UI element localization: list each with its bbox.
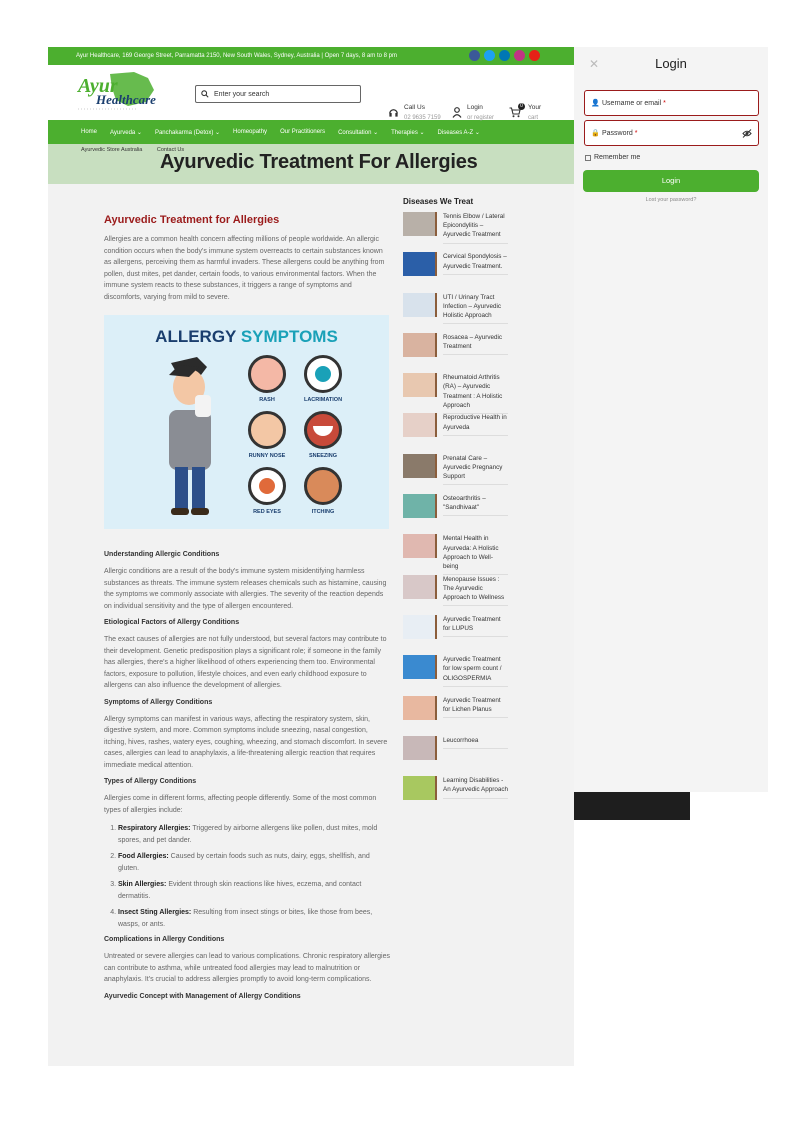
heading-symptoms: Symptoms of Allergy Conditions bbox=[104, 698, 213, 706]
user-icon bbox=[452, 107, 462, 118]
sneezing-person-illustration bbox=[149, 355, 229, 520]
lost-password-link[interactable]: Lost your password? bbox=[645, 197, 697, 203]
list-item bbox=[118, 823, 390, 846]
checkbox[interactable] bbox=[585, 155, 591, 161]
disease-thumbnail[interactable] bbox=[403, 696, 437, 720]
disease-thumbnail[interactable] bbox=[403, 454, 437, 478]
allergy-symptoms-image bbox=[104, 315, 389, 529]
type-name: Food Allergies: bbox=[118, 853, 169, 860]
type-name: Skin Allergies: bbox=[118, 881, 167, 888]
required-marker: * bbox=[634, 129, 638, 137]
youtube-icon[interactable] bbox=[529, 50, 540, 61]
chevron-down-icon: ⌄ bbox=[213, 129, 221, 136]
disease-link[interactable]: Tennis Elbow / Lateral Epicondylitis – Ayurvedic Treatment bbox=[443, 212, 508, 244]
disease-link[interactable]: Menopause Issues : The Ayurvedic Approach to Wellness bbox=[443, 575, 508, 607]
phone-number: 02 9635 7159 bbox=[404, 115, 441, 121]
remember-me-label: Remember me bbox=[594, 154, 641, 161]
search-placeholder: Enter your search bbox=[214, 90, 270, 98]
disease-thumbnail[interactable] bbox=[403, 293, 437, 317]
disease-thumbnail[interactable] bbox=[403, 615, 437, 639]
disease-link[interactable]: Rheumatoid Arthritis (RA) – Ayurvedic Treatment : A Holistic Approach bbox=[443, 373, 508, 414]
disease-item[interactable] bbox=[403, 655, 563, 695]
nav-item[interactable]: Panchakarma (Detox) ⌄ bbox=[154, 129, 221, 136]
list-item bbox=[118, 907, 390, 930]
chevron-down-icon: ⌄ bbox=[371, 129, 379, 136]
runny-nose-symptom-icon bbox=[248, 411, 286, 449]
nav-item[interactable]: Home bbox=[81, 129, 98, 135]
linkedin-icon[interactable] bbox=[499, 50, 510, 61]
login-link: Login bbox=[467, 104, 483, 111]
disease-thumbnail[interactable] bbox=[403, 494, 437, 518]
nav-item[interactable]: Our Practitioners bbox=[280, 129, 326, 135]
type-description: Triggered by airborne allergens like pollen, dust mites, mold spores, and pet dander. bbox=[118, 825, 378, 844]
sneezing-symptom-icon bbox=[304, 411, 342, 449]
chevron-down-icon: ⌄ bbox=[417, 129, 425, 136]
red-eyes-label: RED EYES bbox=[253, 509, 281, 515]
search-input[interactable] bbox=[195, 85, 361, 103]
headset-icon bbox=[388, 107, 399, 118]
allergy-types-list bbox=[118, 823, 390, 930]
heading-etiology: Etiological Factors of Allergy Conditions bbox=[104, 619, 240, 626]
runny-nose-label: RUNNY NOSE bbox=[248, 453, 286, 459]
lacrimation-symptom-icon bbox=[304, 355, 342, 393]
instagram-icon[interactable] bbox=[514, 50, 525, 61]
heading-types: Types of Allergy Conditions bbox=[104, 778, 197, 785]
username-placeholder: Username or email bbox=[602, 99, 662, 107]
para-understanding: Allergic conditions are a result of the body's immune system misidentifying harmless substances as threats. The immune system releases chemicals such as histamine, causing the symptoms we commonly associate with allergies. The severity of the reaction depends on individual sensitivity and the type of allergen encountered. bbox=[104, 568, 387, 610]
disease-item[interactable] bbox=[403, 615, 563, 655]
user-icon: 👤 bbox=[591, 100, 600, 107]
disease-thumbnail[interactable] bbox=[403, 736, 437, 760]
disease-item[interactable] bbox=[403, 696, 563, 736]
disease-item[interactable] bbox=[403, 534, 563, 574]
para-complications: Untreated or severe allergies can lead to various complications. Chronic respiratory allergies can contribute to asthma, while untreated food allergies may lead to malnutrition or anaphylaxis. It's crucial to address allergies promptly to avoid long-term complications. bbox=[104, 953, 390, 983]
chevron-down-icon: ⌄ bbox=[473, 129, 480, 136]
para-symptoms: Allergy symptoms can manifest in various ways, affecting the respiratory system, skin, digestive system, and more. Common symptoms include sneezing, nasal congestion, itching, hives, rashes, watery eyes, coughing, wheezing, and stomach discomfort. In severe cases, allergies can lead to anaphylaxis, a life-threatening allergic reaction that requires immediate medical attention. bbox=[104, 715, 388, 769]
disease-item[interactable] bbox=[403, 776, 563, 816]
itching-symptom-icon bbox=[304, 467, 342, 505]
article-title: Ayurvedic Treatment for Allergies bbox=[104, 214, 280, 226]
disease-item[interactable] bbox=[403, 736, 563, 776]
disease-link[interactable]: Learning Disabilities -An Ayurvedic Approach bbox=[443, 776, 508, 798]
address-text: Ayur Healthcare, 169 George Street, Parramatta 2150, New South Wales, Sydney, Australia | Open 7 days, 8 am to 8 pm bbox=[76, 53, 397, 59]
itching-label: ITCHING bbox=[311, 509, 335, 515]
list-item bbox=[118, 851, 390, 874]
disease-link[interactable]: Rosacea – Ayurvedic Treatment bbox=[443, 333, 508, 355]
chevron-down-icon: ⌄ bbox=[135, 129, 142, 136]
disease-link[interactable]: Cervical Spondylosis – Ayurvedic Treatment. bbox=[443, 252, 508, 274]
disease-link[interactable]: Ayurvedic Treatment for Lichen Planus bbox=[443, 696, 508, 718]
password-placeholder: Password bbox=[602, 129, 633, 137]
twitter-icon[interactable] bbox=[484, 50, 495, 61]
disease-thumbnail[interactable] bbox=[403, 373, 437, 397]
disease-item[interactable] bbox=[403, 212, 563, 252]
disease-thumbnail[interactable] bbox=[403, 534, 437, 558]
disease-item[interactable] bbox=[403, 454, 563, 494]
disease-thumbnail[interactable] bbox=[403, 413, 437, 437]
main-navigation bbox=[48, 120, 574, 144]
login-panel bbox=[574, 47, 768, 792]
disease-thumbnail[interactable] bbox=[403, 333, 437, 357]
website-page bbox=[48, 47, 574, 1066]
type-name: Insect Sting Allergies: bbox=[118, 909, 192, 916]
page-title: Ayurvedic Treatment For Allergies bbox=[160, 151, 478, 173]
disease-thumbnail[interactable] bbox=[403, 776, 437, 800]
ayur-healthcare-logo[interactable] bbox=[76, 70, 168, 112]
login-register[interactable] bbox=[467, 103, 494, 123]
call-us[interactable] bbox=[404, 103, 441, 123]
disease-item[interactable] bbox=[403, 293, 563, 333]
image-title bbox=[104, 327, 389, 347]
call-us-label: Call Us bbox=[404, 104, 425, 111]
logo-text-bottom: Healthcare bbox=[96, 92, 156, 107]
cart-sub-label: cart bbox=[528, 115, 539, 121]
type-description: Caused by certain foods such as nuts, dairy, eggs, shellfish, and gluten. bbox=[118, 853, 370, 872]
para-etiology: The exact causes of allergies are not fully understood, but several factors may contribute to their development. Genetic predisposition plays a significant role; if someone in the family has allergies, there's a higher likelihood of others experiencing them too. Environmental factors, exposure to pollution, lifestyle choices, and even early childhood exposure to allergens can also influence the development of allergies. bbox=[104, 636, 387, 689]
login-title: Login bbox=[655, 56, 687, 71]
sidebar-title: Diseases We Treat bbox=[403, 197, 474, 206]
logo-text-top: Ayur bbox=[78, 75, 118, 97]
lacrimation-label: LACRIMATION bbox=[303, 397, 343, 403]
image-title-a: ALLERGY bbox=[155, 327, 237, 346]
disease-item[interactable] bbox=[403, 494, 563, 534]
social-links bbox=[469, 50, 540, 61]
lock-icon: 🔒 bbox=[591, 130, 600, 137]
password-field[interactable] bbox=[584, 120, 759, 146]
article-content bbox=[104, 214, 390, 1008]
close-icon[interactable]: ✕ bbox=[589, 57, 600, 71]
heading-ayurvedic-concept: Ayurvedic Concept with Management of Allergy Conditions bbox=[104, 992, 301, 1000]
disease-link[interactable]: Ayurvedic Treatment for low sperm count / OLIGOSPERMIA bbox=[443, 655, 508, 687]
diseases-list bbox=[403, 212, 563, 816]
red-eyes-symptom-icon bbox=[248, 467, 286, 505]
cart-count-badge: 0 bbox=[518, 103, 525, 110]
nav-item[interactable]: Therapies ⌄ bbox=[391, 129, 425, 136]
disease-thumbnail[interactable] bbox=[403, 212, 437, 236]
disease-thumbnail[interactable] bbox=[403, 575, 437, 599]
login-button[interactable]: Login bbox=[583, 170, 759, 192]
heading-complications: Complications in Allergy Conditions bbox=[104, 936, 225, 943]
diseases-sidebar bbox=[403, 197, 563, 816]
disease-thumbnail[interactable] bbox=[403, 655, 437, 679]
article-intro: Allergies are a common health concern affecting millions of people worldwide. An allergic condition occurs when the body's immune system overreacts to certain substances known as allergens, perceiving them as harmful invaders. These allergens could be anything from pollen, dust mites, pet dander, certain foods, to various environmental factors. When the immune system reacts to these substances, it triggers a range of symptoms and discomforts, varying from mild to severe. bbox=[104, 236, 385, 301]
disease-link[interactable]: Mental Health in Ayurveda: A Holistic Approach to Well-being bbox=[443, 534, 508, 575]
nav-item[interactable]: Consultation ⌄ bbox=[338, 129, 379, 136]
username-field[interactable] bbox=[584, 90, 759, 116]
sneezing-label: SNEEZING bbox=[308, 453, 338, 459]
required-marker: * bbox=[663, 99, 666, 107]
disease-item[interactable] bbox=[403, 333, 563, 373]
type-description: Resulting from insect stings or bites, like those from bees, wasps, or ants. bbox=[118, 909, 373, 928]
nav-item[interactable]: Ayurveda ⌄ bbox=[110, 129, 142, 136]
disease-item[interactable] bbox=[403, 575, 563, 615]
disease-item[interactable] bbox=[403, 373, 563, 413]
disease-link[interactable]: Osteoarthritis – "Sandhivaat" bbox=[443, 494, 508, 516]
site-header bbox=[48, 65, 574, 120]
disease-link[interactable]: Prenatal Care – Ayurvedic Pregnancy Support bbox=[443, 454, 508, 486]
rash-symptom-icon bbox=[248, 355, 286, 393]
heading-understanding: Understanding Allergic Conditions bbox=[104, 551, 220, 558]
disease-link[interactable]: Reproductive Health in Ayurveda bbox=[443, 413, 508, 435]
disease-item[interactable] bbox=[403, 413, 563, 453]
disease-thumbnail[interactable] bbox=[403, 252, 437, 276]
disease-link[interactable]: Ayurvedic Treatment for LUPUS bbox=[443, 615, 508, 637]
page-hero bbox=[48, 144, 574, 184]
top-info-bar bbox=[48, 47, 574, 65]
cart-link[interactable] bbox=[528, 103, 541, 123]
disease-link[interactable]: UTI / Urinary Tract Infection – Ayurvedic Holistic Approach bbox=[443, 293, 508, 325]
nav-contact-us[interactable]: Contact Us bbox=[156, 147, 185, 153]
register-link: or register bbox=[467, 115, 495, 121]
type-name: Respiratory Allergies: bbox=[118, 825, 191, 832]
rash-label: RASH bbox=[259, 397, 275, 403]
facebook-icon[interactable] bbox=[469, 50, 480, 61]
nav-item[interactable]: Homeopathy bbox=[233, 129, 268, 135]
nav-item[interactable]: Diseases A-Z ⌄ bbox=[437, 129, 480, 136]
image-title-b: SYMPTOMS bbox=[240, 327, 338, 346]
eye-slash-icon[interactable] bbox=[742, 129, 752, 138]
cart-label: Your bbox=[528, 104, 542, 111]
para-types: Allergies come in different forms, affecting people differently. Some of the most common types of allergies include: bbox=[104, 795, 377, 814]
remember-me-checkbox[interactable] bbox=[585, 154, 640, 161]
search-icon bbox=[201, 90, 209, 98]
dark-overlay-bar bbox=[574, 792, 690, 820]
disease-item[interactable] bbox=[403, 252, 563, 292]
list-item bbox=[118, 879, 390, 902]
disease-link[interactable]: Leucorrhoea bbox=[443, 736, 508, 749]
type-description: Evident through skin reactions like hives, eczema, and contact dermatitis. bbox=[118, 881, 362, 900]
nav-store-australia[interactable]: Ayurvedic Store Australia bbox=[81, 147, 143, 153]
